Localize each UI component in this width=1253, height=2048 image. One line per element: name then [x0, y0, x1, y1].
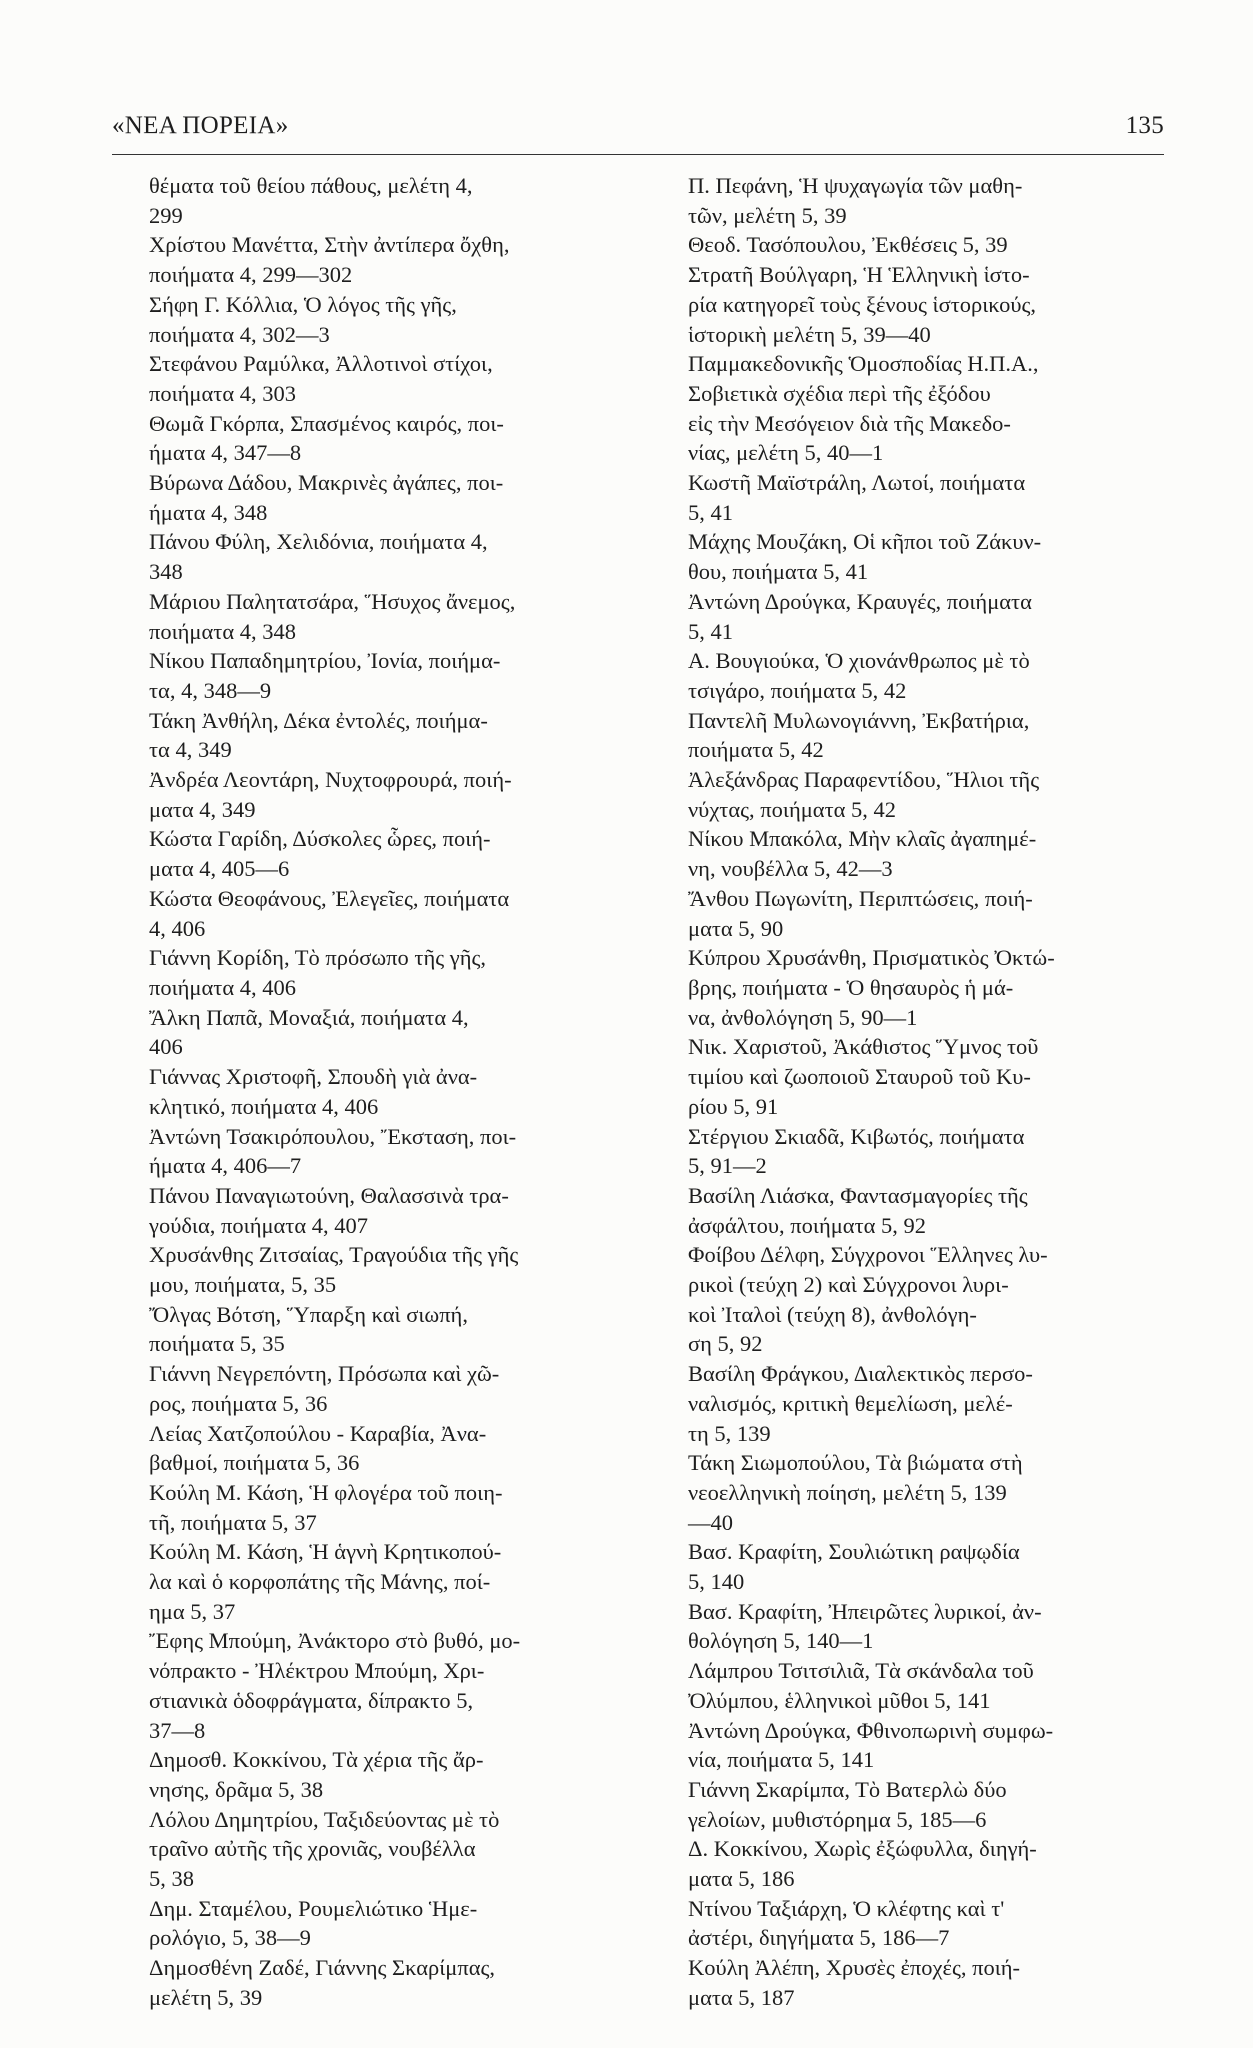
index-line: εἰς τὴν Μεσόγειον διὰ τῆς Μακεδο-	[688, 410, 1011, 436]
index-line: Παντελῆ Μυλωνογιάννη, Ἐκβατήρια,	[688, 707, 1030, 733]
index-line: Λάμπρου Τσιτσιλιᾶ, Τὰ σκάνδαλα τοῦ	[688, 1658, 1034, 1684]
index-line: Βασίλη Λιάσκα, Φαντασμαγορίες τῆς	[688, 1182, 1028, 1208]
index-line: Δ. Κοκκίνου, Χωρὶς ἐξώφυλλα, διηγή-	[688, 1836, 1037, 1862]
index-line: Α. Βουγιούκα, Ὁ χιονάνθρωπος μὲ τὸ	[688, 648, 1030, 674]
index-line: Νικ. Χαριστοῦ, Ἀκάθιστος Ὕμνος τοῦ	[688, 1034, 1039, 1060]
index-line: ήματα 4, 348	[149, 499, 268, 525]
index-line: γελοίων, μυθιστόρημα 5, 185—6	[688, 1806, 987, 1832]
index-line: Ὀλύμπου, ἑλληνικοὶ μῦθοι 5, 141	[688, 1687, 991, 1713]
index-line: να, ἀνθολόγηση 5, 90—1	[688, 1004, 918, 1030]
index-line: ματα 5, 186	[688, 1866, 795, 1892]
index-line: Ἀλεξάνδρας Παραφεντίδου, Ἥλιοι τῆς	[688, 767, 1040, 793]
index-line: στιανικὰ ὁδοφράγματα, δίπρακτο 5,	[149, 1687, 474, 1713]
index-line: τιμίου καὶ ζωοποιοῦ Σταυροῦ τοῦ Κυ-	[688, 1064, 1031, 1090]
index-line: ήματα 4, 406—7	[149, 1153, 302, 1179]
index-line: Νίκου Παπαδημητρίου, Ἰονία, ποιήμα-	[149, 648, 501, 674]
index-line: Στεφάνου Ραμύλκα, Ἀλλοτινοὶ στίχοι,	[149, 351, 493, 377]
index-line: ποιήματα 5, 35	[149, 1331, 285, 1357]
index-line: Παμμακεδονικῆς Ὁμοσποδίας Η.Π.Α.,	[688, 351, 1039, 377]
index-line: ποιήματα 4, 348	[149, 618, 296, 644]
index-line: θολόγηση 5, 140—1	[688, 1628, 874, 1654]
index-line: Νίκου Μπακόλα, Μὴν κλαῖς ἀγαπημέ-	[688, 826, 1037, 852]
index-line: Τάκη Σιωμοπούλου, Τὰ βιώματα στὴ	[688, 1450, 1023, 1476]
index-line: Βασίλη Φράγκου, Διαλεκτικὸς περσο-	[688, 1361, 1033, 1387]
index-line: 5, 41	[688, 499, 733, 525]
index-line: ματα 4, 405—6	[149, 856, 290, 882]
index-line: τα, 4, 348—9	[149, 677, 272, 703]
index-line: 299	[149, 202, 183, 228]
index-line: Ἀντώνη Τσακιρόπουλου, Ἔκσταση, ποι-	[149, 1123, 517, 1149]
index-line: Ἀντώνη Δρούγκα, Κραυγές, ποιήματα	[688, 588, 1032, 614]
index-line: μελέτη 5, 39	[149, 1984, 263, 2010]
index-line: Λόλου Δημητρίου, Ταξιδεύοντας μὲ τὸ	[149, 1806, 500, 1832]
index-line: Χρυσάνθης Ζιτσαίας, Τραγούδια τῆς γῆς	[149, 1242, 519, 1268]
index-line: Γιάννη Νεγρεπόντη, Πρόσωπα καὶ χῶ-	[149, 1361, 500, 1387]
index-line: θου, ποιήματα 5, 41	[688, 559, 869, 585]
index-line: βρης, ποιήματα - Ὁ θησαυρὸς ἡ μά-	[688, 974, 1014, 1000]
index-line: Δημοσθ. Κοκκίνου, Τὰ χέρια τῆς ἄρ-	[149, 1747, 484, 1773]
index-line: Γιάννη Σκαρίμπα, Τὸ Βατερλὼ δύο	[688, 1776, 1007, 1802]
index-line: Χρίστου Μανέττα, Στὴν ἀντίπερα ὄχθη,	[149, 232, 510, 258]
index-line: κοὶ Ἰταλοὶ (τεύχη 8), ἀνθολόγη-	[688, 1301, 977, 1327]
index-line: ποιήματα 4, 406	[149, 974, 296, 1000]
index-line: γούδια, ποιήματα 4, 407	[149, 1212, 369, 1238]
index-line: 4, 406	[149, 915, 206, 941]
index-line: ρος, ποιήματα 5, 36	[149, 1390, 328, 1416]
index-line: ρία κατηγορεῖ τοὺς ξένους ἱστορικούς,	[688, 291, 1037, 317]
index-line: νόπρακτο - Ἠλέκτρου Μπούμη, Χρι-	[149, 1658, 485, 1684]
index-line: βαθμοί, ποιήματα 5, 36	[149, 1450, 360, 1476]
index-line: κλητικό, ποιήματα 4, 406	[149, 1093, 379, 1119]
index-line: Βύρωνα Δάδου, Μακρινὲς ἀγάπες, ποι-	[149, 470, 504, 496]
index-line: ποιήματα 4, 302—3	[149, 321, 330, 347]
index-line: ματα 5, 90	[688, 915, 784, 941]
page-number: 135	[1125, 112, 1164, 139]
index-line: θέματα τοῦ θείου πάθους, μελέτη 4,	[149, 173, 473, 198]
index-line: Τάκη Ἀνθήλη, Δέκα ἐντολές, ποιήμα-	[149, 707, 488, 733]
index-line: 406	[149, 1034, 183, 1060]
index-line: ρίου 5, 91	[688, 1093, 779, 1119]
index-line: νία, ποιήματα 5, 141	[688, 1747, 875, 1773]
index-line: μου, ποιήματα, 5, 35	[149, 1272, 337, 1298]
index-line: Κώστα Γαρίδη, Δύσκολες ὧρες, ποιή-	[149, 826, 491, 852]
index-line: Σοβιετικὰ σχέδια περὶ τῆς ἐξόδου	[688, 380, 991, 406]
index-line: Δημοσθένη Ζαδέ, Γιάννης Σκαρίμπας,	[149, 1955, 496, 1981]
index-line: τῶν, μελέτη 5, 39	[688, 202, 847, 228]
index-line: Π. Πεφάνη, Ἡ ψυχαγωγία τῶν μαθη-	[688, 173, 1023, 198]
index-line: 5, 41	[688, 618, 733, 644]
index-line: 37—8	[149, 1717, 206, 1743]
index-line: Σήφη Γ. Κόλλια, Ὁ λόγος τῆς γῆς,	[149, 291, 457, 317]
index-line: Μάριου Παλητατσάρα, Ἥσυχος ἄνεμος,	[149, 588, 516, 614]
index-line: ματα 5, 187	[688, 1984, 795, 2010]
index-line: νη, νουβέλλα 5, 42—3	[688, 856, 893, 882]
index-line: τραῖνο αὐτῆς τῆς χρονιᾶς, νουβέλλα	[149, 1836, 476, 1862]
index-line: 348	[149, 559, 183, 585]
journal-title: «ΝΕΑ ΠΟΡΕΙΑ»	[112, 112, 289, 139]
index-line: Γιάννας Χριστοφῆ, Σπουδὴ γιὰ ἀνα-	[149, 1064, 478, 1090]
index-line: Στρατῆ Βούλγαρη, Ἡ Ἑλληνικὴ ἱστο-	[688, 262, 1030, 288]
index-line: Βασ. Κραφίτη, Ἠπειρῶτες λυρικοί, ἀν-	[688, 1598, 1042, 1624]
index-line: Βασ. Κραφίτη, Σουλιώτικη ραψῳδία	[688, 1539, 1020, 1565]
index-line: Κούλη Μ. Κάση, Ἡ φλογέρα τοῦ ποιη-	[149, 1479, 503, 1505]
index-line: ήματα 4, 347—8	[149, 440, 302, 466]
index-line: ποιήματα 5, 42	[688, 737, 824, 763]
index-line: Θωμᾶ Γκόρπα, Σπασμένος καιρός, ποι-	[149, 410, 504, 436]
index-line: Φοίβου Δέλφη, Σύγχρονοι Ἕλληνες λυ-	[688, 1242, 1048, 1268]
index-line: Ἄλκη Παπᾶ, Μοναξιά, ποιήματα 4,	[149, 1004, 469, 1030]
index-line: Ὄλγας Βότση, Ὕπαρξη καὶ σιωπή,	[149, 1301, 468, 1327]
index-line: ρικοὶ (τεύχη 2) καὶ Σύγχρονοι λυρι-	[688, 1272, 1009, 1298]
index-line: λα καὶ ὁ κορφοπάτης τῆς Μάνης, ποί-	[149, 1569, 491, 1595]
left-column	[149, 171, 631, 2013]
index-line: τα 4, 349	[149, 737, 232, 763]
index-line: Κούλη Μ. Κάση, Ἡ ἁγνὴ Κρητικοπού-	[149, 1539, 502, 1565]
index-line: Πάνου Παναγιωτούνη, Θαλασσινὰ τρα-	[149, 1182, 509, 1208]
index-line: ἀστέρι, διηγήματα 5, 186—7	[688, 1925, 950, 1951]
running-header	[112, 112, 1164, 152]
index-line: ναλισμός, κριτικὴ θεμελίωση, μελέ-	[688, 1390, 1013, 1416]
index-line: ση 5, 92	[688, 1331, 763, 1357]
index-line: ρολόγιο, 5, 38—9	[149, 1925, 311, 1951]
index-line: νησης, δρᾶμα 5, 38	[149, 1776, 324, 1802]
index-line: Στέργιου Σκιαδᾶ, Κιβωτός, ποιήματα	[688, 1123, 1025, 1149]
index-line: Γιάννη Κορίδη, Τὸ πρόσωπο τῆς γῆς,	[149, 945, 487, 971]
index-line: Κύπρου Χρυσάνθη, Πρισματικὸς Ὀκτώ-	[688, 945, 1055, 971]
index-line: νίας, μελέτη 5, 40—1	[688, 440, 884, 466]
right-column	[688, 171, 1170, 2013]
index-line: Κωστῆ Μαϊστράλη, Λωτοί, ποιήματα	[688, 470, 1026, 496]
index-line: Λείας Χατζοπούλου - Καραβία, Ἀνα-	[149, 1420, 487, 1446]
index-line: 5, 91—2	[688, 1153, 767, 1179]
index-line: Ἄνθου Πωγωνίτη, Περιπτώσεις, ποιή-	[688, 885, 1033, 911]
index-line: Ἔφης Μπούμη, Ἀνάκτορο στὸ βυθό, μο-	[149, 1628, 521, 1654]
index-line: ματα 4, 349	[149, 796, 256, 822]
index-line: τη 5, 139	[688, 1420, 771, 1446]
index-line: νεοελληνικὴ ποίηση, μελέτη 5, 139	[688, 1479, 1007, 1505]
index-line: τσιγάρο, ποιήματα 5, 42	[688, 677, 907, 703]
index-line: Ντίνου Ταξιάρχη, Ὁ κλέφτης καὶ τ'	[688, 1895, 1005, 1921]
header-rule	[112, 154, 1164, 155]
index-line: 5, 140	[688, 1569, 745, 1595]
index-line: Δημ. Σταμέλου, Ρουμελιώτικο Ἡμε-	[149, 1895, 478, 1921]
index-line: Κούλη Ἀλέπη, Χρυσὲς ἐποχές, ποιή-	[688, 1955, 1021, 1981]
index-line: —40	[688, 1509, 733, 1535]
index-line: Πάνου Φύλη, Χελιδόνια, ποιήματα 4,	[149, 529, 488, 555]
index-line: ἀσφάλτου, ποιήματα 5, 92	[688, 1212, 927, 1238]
index-line: ἱστορικὴ μελέτη 5, 39—40	[688, 321, 931, 347]
index-line: ποιήματα 4, 303	[149, 380, 296, 406]
index-line: Κώστα Θεοφάνους, Ἐλεγεῖες, ποιήματα	[149, 885, 510, 911]
index-line: τῆ, ποιήματα 5, 37	[149, 1509, 317, 1535]
index-line: νύχτας, ποιήματα 5, 42	[688, 796, 897, 822]
index-line: Μάχης Μουζάκη, Οἱ κῆποι τοῦ Ζάκυν-	[688, 529, 1042, 555]
index-line: ποιήματα 4, 299—302	[149, 262, 353, 288]
index-line: ημα 5, 37	[149, 1598, 236, 1624]
index-line: 5, 38	[149, 1866, 194, 1892]
index-line: Ἀνδρέα Λεοντάρη, Νυχτοφρουρά, ποιή-	[149, 767, 512, 793]
index-line: Ἀντώνη Δρούγκα, Φθινοπωρινὴ συμφω-	[688, 1717, 1054, 1743]
index-line: Θεοδ. Τασόπουλου, Ἐκθέσεις 5, 39	[688, 232, 1008, 258]
